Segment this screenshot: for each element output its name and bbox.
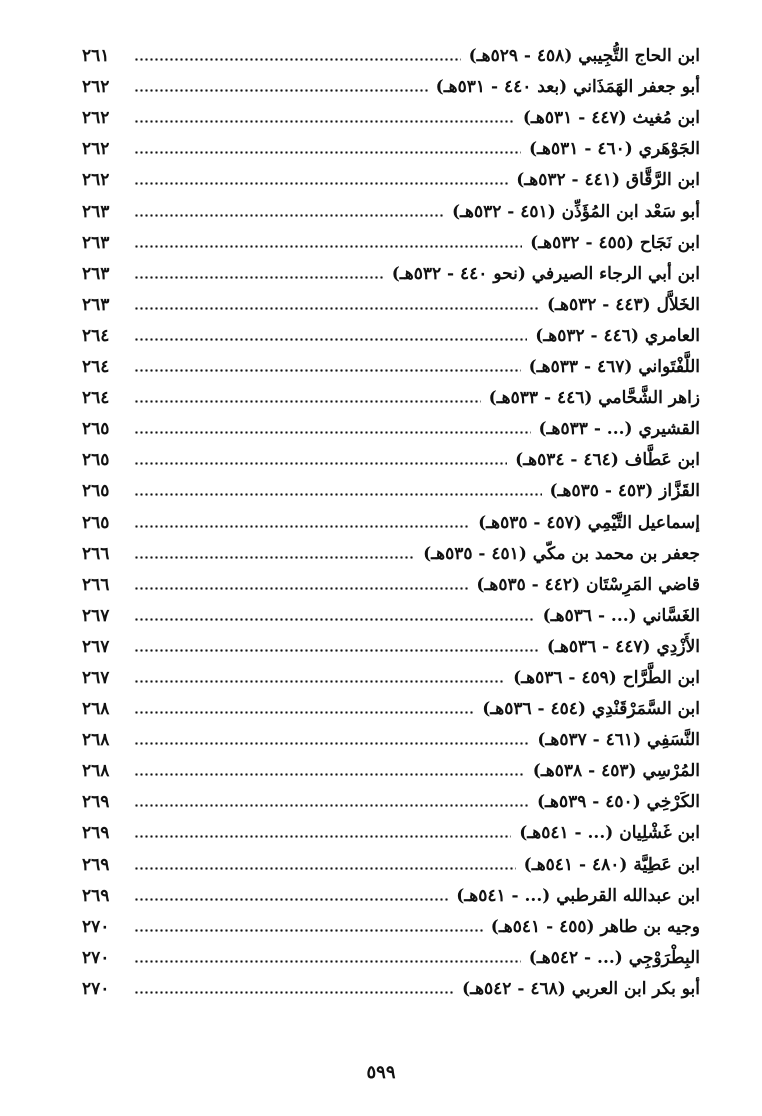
entry-page-number: ٢٦٧ (82, 605, 110, 626)
entry-title: ابن عَطِيَّة (٤٨٠ - ٥٤١هـ) (523, 854, 700, 875)
entry-page-number: ٢٦٤ (82, 388, 110, 409)
entry-page-number: ٢٦٩ (82, 854, 110, 875)
dot-leader (134, 618, 535, 621)
toc-entry (82, 691, 700, 722)
entry-page-number: ٢٧٠ (82, 916, 110, 937)
entry-title: أبو بكر ابن العربي (٤٦٨ - ٥٤٢هـ) (462, 978, 700, 999)
entry-page-number: ٢٦٧ (82, 636, 110, 657)
toc-entry (82, 722, 700, 753)
entry-page-number: ٢٦٥ (82, 481, 110, 502)
toc-entry (82, 131, 700, 162)
dot-leader (134, 182, 508, 185)
entry-page-number: ٢٦٥ (82, 512, 110, 533)
entry-title: ابن الطَّرَّاح (٤٥٩ - ٥٣٦هـ) (513, 667, 700, 688)
entry-page-number: ٢٦٢ (82, 170, 110, 191)
toc-entry (82, 162, 700, 193)
toc-entry (82, 504, 700, 535)
entry-page-number: ٢٦٩ (82, 823, 110, 844)
toc-entry (82, 940, 700, 971)
dot-leader (134, 587, 468, 590)
toc-entry (82, 909, 700, 940)
entry-title: وجيه بن طاهر (٤٥٥ - ٥٤١هـ) (490, 916, 700, 937)
toc-entry (82, 100, 700, 131)
entry-page-number: ٢٦٦ (82, 543, 110, 564)
toc-entry (82, 878, 700, 909)
entry-title: اللَّفْتَواني (٤٦٧ - ٥٣٣هـ) (528, 357, 700, 378)
toc-entry (82, 473, 700, 504)
dot-leader (134, 556, 415, 559)
entry-page-number: ٢٦٢ (82, 108, 110, 129)
dot-leader (134, 835, 511, 838)
entry-page-number: ٢٧٠ (82, 947, 110, 968)
dot-leader (134, 338, 527, 341)
entry-page-number: ٢٦٩ (82, 792, 110, 813)
dot-leader (134, 929, 483, 932)
dot-leader (134, 151, 521, 154)
entry-title: زاهر الشَّحَّامي (٤٤٦ - ٥٣٣هـ) (488, 388, 700, 409)
toc-entry (82, 442, 700, 473)
entry-page-number: ٢٦٢ (82, 77, 110, 98)
entry-title: الخَلاَّل (٤٤٣ - ٥٣٢هـ) (546, 294, 700, 315)
toc-entry (82, 536, 700, 567)
entry-page-number: ٢٦٥ (82, 419, 110, 440)
table-of-contents (82, 38, 700, 1002)
entry-page-number: ٢٦٤ (82, 325, 110, 346)
dot-leader (134, 462, 507, 465)
toc-entry (82, 567, 700, 598)
entry-title: المُرْسِي (٤٥٣ - ٥٣٨هـ) (532, 761, 700, 782)
dot-leader (134, 400, 481, 403)
entry-page-number: ٢٦٦ (82, 574, 110, 595)
toc-entry (82, 629, 700, 660)
entry-title: إسماعيل التَّيْمِي (٤٥٧ - ٥٣٥هـ) (478, 512, 700, 533)
dot-leader (134, 867, 516, 870)
toc-entry (82, 846, 700, 877)
entry-title: أبو جعفر الهَمَذَاني (بعد ٤٤٠ - ٥٣١هـ) (435, 77, 700, 98)
entry-title: ابن الحاج التُّجِيبي (٤٥٨ - ٥٢٩هـ) (468, 46, 700, 67)
entry-title: الجَوْهَري (٤٦٠ - ٥٣١هـ) (529, 139, 700, 160)
entry-title: ابن نَجَاح (٤٥٥ - ٥٣٢هـ) (530, 232, 700, 253)
entry-title: ابن الرَّقَّاق (٤٤١ - ٥٣٢هـ) (516, 170, 700, 191)
dot-leader (134, 773, 525, 776)
entry-title: قاضي المَرِسْتَان (٤٤٢ - ٥٣٥هـ) (476, 574, 700, 595)
dot-leader (134, 960, 521, 963)
entry-page-number: ٢٦٨ (82, 730, 110, 751)
entry-title: ابن عبدالله القرطبي (... - ٥٤١هـ) (456, 885, 700, 906)
entry-title: البِطْرَوْجِي (... - ٥٤٢هـ) (528, 947, 700, 968)
dot-leader (134, 680, 505, 683)
entry-page-number: ٢٦٣ (82, 263, 110, 284)
dot-leader (134, 120, 515, 123)
dot-leader (134, 245, 522, 248)
entry-title: جعفر بن محمد بن مكّي (٤٥١ - ٥٣٥هـ) (423, 543, 700, 564)
toc-entry (82, 598, 700, 629)
entry-page-number: ٢٦٨ (82, 761, 110, 782)
dot-leader (134, 525, 470, 528)
entry-title: الغَسَّاني (... - ٥٣٦هـ) (542, 605, 700, 626)
dot-leader (134, 649, 539, 652)
toc-entry (82, 411, 700, 442)
entry-title: القَزَّاز (٤٥٣ - ٥٣٥هـ) (549, 481, 700, 502)
entry-page-number: ٢٦٥ (82, 450, 110, 471)
entry-title: الكَرْخِي (٤٥٠ - ٥٣٩هـ) (536, 792, 700, 813)
toc-entry (82, 38, 700, 69)
toc-entry (82, 256, 700, 287)
entry-page-number: ٢٦٣ (82, 201, 110, 222)
toc-entry (82, 225, 700, 256)
dot-leader (134, 711, 474, 714)
toc-entry (82, 753, 700, 784)
entry-page-number: ٢٧٠ (82, 978, 110, 999)
entry-title: النَّسَفِي (٤٦١ - ٥٣٧هـ) (537, 730, 700, 751)
entry-title: ابن أبي الرجاء الصيرفي (نحو ٤٤٠ - ٥٣٢هـ) (391, 263, 700, 284)
dot-leader (134, 804, 529, 807)
entry-title: الأَزْدِي (٤٤٧ - ٥٣٦هـ) (546, 636, 700, 657)
dot-leader (134, 898, 448, 901)
dot-leader (134, 742, 529, 745)
dot-leader (134, 369, 521, 372)
dot-leader (134, 991, 454, 994)
entry-page-number: ٢٦٣ (82, 232, 110, 253)
dot-leader (134, 493, 542, 496)
toc-entry (82, 971, 700, 1002)
toc-entry (82, 784, 700, 815)
dot-leader (134, 431, 531, 434)
entry-page-number: ٢٦٨ (82, 699, 110, 720)
entry-title: العامري (٤٤٦ - ٥٣٢هـ) (535, 325, 700, 346)
toc-entry (82, 318, 700, 349)
toc-entry (82, 69, 700, 100)
toc-entry (82, 287, 700, 318)
toc-entry (82, 660, 700, 691)
entry-title: أبو سَعْد ابن المُؤَذِّن (٤٥١ - ٥٣٢هـ) (451, 201, 700, 222)
entry-title: ابن السَّمَرْقَنْدِي (٤٥٤ - ٥٣٦هـ) (482, 699, 700, 720)
entry-page-number: ٢٦٩ (82, 885, 110, 906)
entry-page-number: ٢٦٣ (82, 294, 110, 315)
entry-title: القشيري (... - ٥٣٣هـ) (538, 419, 700, 440)
toc-entry (82, 349, 700, 380)
entry-page-number: ٢٦١ (82, 46, 110, 67)
entry-page-number: ٢٦٢ (82, 139, 110, 160)
dot-leader (134, 214, 444, 217)
toc-entry (82, 815, 700, 846)
entry-page-number: ٢٦٤ (82, 357, 110, 378)
dot-leader (134, 58, 461, 61)
entry-title: ابن مُغيث (٤٤٧ - ٥٣١هـ) (522, 108, 700, 129)
dot-leader (134, 89, 428, 92)
entry-title: ابن عَطَّاف (٤٦٤ - ٥٣٤هـ) (515, 450, 700, 471)
dot-leader (134, 276, 384, 279)
toc-entry (82, 380, 700, 411)
toc-entry (82, 193, 700, 224)
entry-title: ابن غَشْلِيان (... - ٥٤١هـ) (519, 823, 700, 844)
entry-page-number: ٢٦٧ (82, 667, 110, 688)
dot-leader (134, 307, 539, 310)
page-number-footer: ٥٩٩ (366, 1062, 396, 1083)
